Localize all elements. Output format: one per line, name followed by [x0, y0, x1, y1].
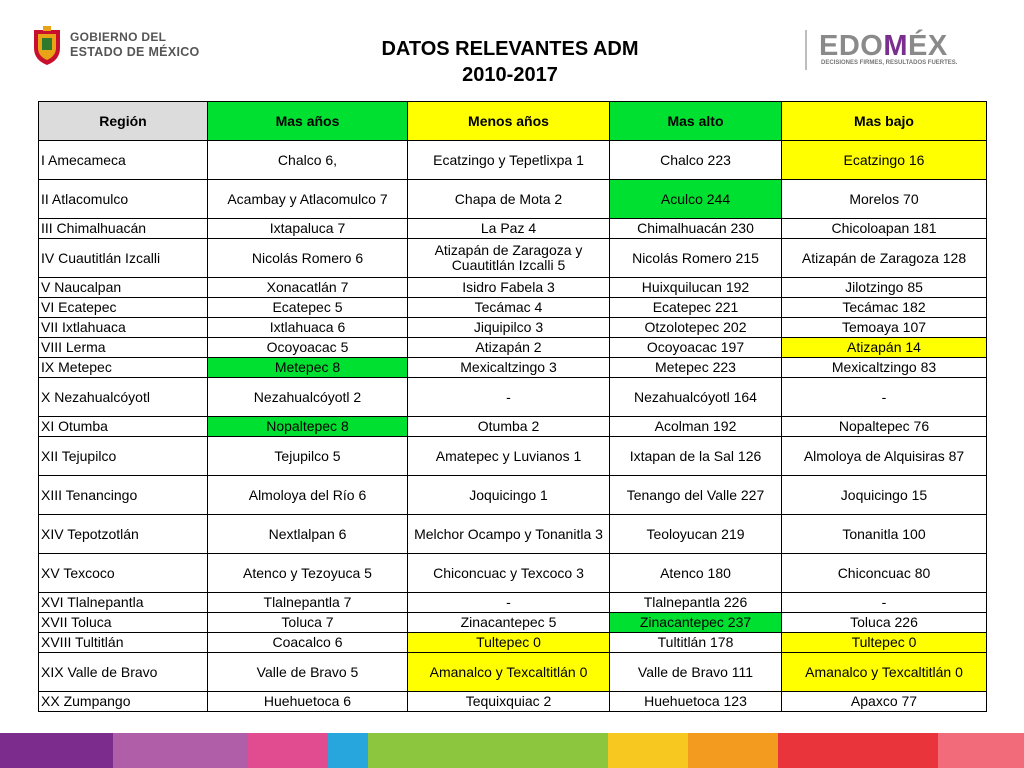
table-cell: -	[408, 378, 610, 417]
table-row	[39, 692, 987, 712]
table-cell: Atizapán 2	[408, 338, 610, 358]
table-row	[39, 141, 987, 180]
region-cell: II Atlacomulco	[39, 180, 208, 219]
header-cell: Región	[39, 102, 208, 141]
table-row	[39, 437, 987, 476]
table-cell: Atizapán de Zaragoza 128	[782, 239, 987, 278]
table-cell: Nopaltepec 8	[208, 417, 408, 437]
table-cell: Metepec 223	[610, 358, 782, 378]
table-row	[39, 476, 987, 515]
table-row	[39, 338, 987, 358]
table-cell: Jiquipilco 3	[408, 318, 610, 338]
table-cell: Toluca 226	[782, 613, 987, 633]
table-cell: Tecámac 4	[408, 298, 610, 318]
table-row	[39, 219, 987, 239]
table-cell: Morelos 70	[782, 180, 987, 219]
gobierno-logo	[30, 22, 210, 68]
table-cell: Tequixquiac 2	[408, 692, 610, 712]
table-cell: Tultepec 0	[782, 633, 987, 653]
table-row	[39, 358, 987, 378]
table-cell: Temoaya 107	[782, 318, 987, 338]
table-cell: Chiconcuac y Texcoco 3	[408, 554, 610, 593]
stripe-segment	[113, 733, 248, 768]
region-cell: IX Metepec	[39, 358, 208, 378]
edomex-logo	[805, 30, 995, 72]
table-cell: Nezahualcóyotl 2	[208, 378, 408, 417]
table-row	[39, 239, 987, 278]
table-cell: Isidro Fabela 3	[408, 278, 610, 298]
table-cell: Tonanitla 100	[782, 515, 987, 554]
table-cell: Huehuetoca 6	[208, 692, 408, 712]
table-cell: Ixtapan de la Sal 126	[610, 437, 782, 476]
table-cell: Ocoyoacac 5	[208, 338, 408, 358]
table-cell: Amanalco y Texcaltitlán 0	[782, 653, 987, 692]
table-cell: Chimalhuacán 230	[610, 219, 782, 239]
table-cell: Coacalco 6	[208, 633, 408, 653]
stripe-segment	[938, 733, 1024, 768]
table-cell: Atizapán de Zaragoza y Cuautitlán Izcalli 5	[408, 239, 610, 278]
table-cell: Nextlalpan 6	[208, 515, 408, 554]
table-row	[39, 278, 987, 298]
gov-line-2: ESTADO DE MÉXICO	[70, 45, 200, 59]
table-row	[39, 318, 987, 338]
table-cell: Chalco 6,	[208, 141, 408, 180]
table-cell: Valle de Bravo 5	[208, 653, 408, 692]
table-row	[39, 613, 987, 633]
stripe-segment	[328, 733, 368, 768]
region-cell: VIII Lerma	[39, 338, 208, 358]
table-cell: Zinacantepec 237	[610, 613, 782, 633]
table-cell: Amanalco y Texcaltitlán 0	[408, 653, 610, 692]
region-cell: VI Ecatepec	[39, 298, 208, 318]
table-cell: Atenco 180	[610, 554, 782, 593]
table-cell: Acambay y Atlacomulco 7	[208, 180, 408, 219]
table-cell: Ixtlahuaca 6	[208, 318, 408, 338]
table-cell: Joquicingo 15	[782, 476, 987, 515]
brand-part-3: ÉX	[908, 30, 948, 62]
table-row	[39, 417, 987, 437]
header-row	[39, 102, 987, 141]
table-cell: Ixtapaluca 7	[208, 219, 408, 239]
table-cell: Aculco 244	[610, 180, 782, 219]
table-cell: Apaxco 77	[782, 692, 987, 712]
stripe-segment	[248, 733, 328, 768]
table-cell: Chiconcuac 80	[782, 554, 987, 593]
title-line-1: DATOS RELEVANTES ADM	[381, 38, 639, 60]
table-cell: Nicolás Romero 6	[208, 239, 408, 278]
table-cell: Tlalnepantla 7	[208, 593, 408, 613]
table-cell: Jilotzingo 85	[782, 278, 987, 298]
header-cell: Mas alto	[610, 102, 782, 141]
table-row	[39, 653, 987, 692]
table-cell: -	[782, 378, 987, 417]
table-cell: Tejupilco 5	[208, 437, 408, 476]
table-cell: Acolman 192	[610, 417, 782, 437]
table-row	[39, 298, 987, 318]
table-cell: La Paz 4	[408, 219, 610, 239]
table-cell: Huixquilucan 192	[610, 278, 782, 298]
table-cell: Tultepec 0	[408, 633, 610, 653]
header-cell: Mas bajo	[782, 102, 987, 141]
header-cell: Menos años	[408, 102, 610, 141]
table-cell: Tecámac 182	[782, 298, 987, 318]
table-row	[39, 554, 987, 593]
table-row	[39, 633, 987, 653]
table-cell: Ecatepec 221	[610, 298, 782, 318]
table-row	[39, 180, 987, 219]
table-cell: Tlalnepantla 226	[610, 593, 782, 613]
region-cell: XII Tejupilco	[39, 437, 208, 476]
coat-of-arms-icon	[30, 24, 64, 66]
table-cell: Ecatzingo y Tepetlixpa 1	[408, 141, 610, 180]
stripe-segment	[608, 733, 688, 768]
region-cell: XVII Toluca	[39, 613, 208, 633]
table-row	[39, 515, 987, 554]
table-cell: Ocoyoacac 197	[610, 338, 782, 358]
table-row	[39, 378, 987, 417]
table-cell: Tultitlán 178	[610, 633, 782, 653]
table-cell: Zinacantepec 5	[408, 613, 610, 633]
table-cell: Otumba 2	[408, 417, 610, 437]
table-cell: Valle de Bravo 111	[610, 653, 782, 692]
table-cell: -	[782, 593, 987, 613]
table-cell: Mexicaltzingo 3	[408, 358, 610, 378]
table-cell: Ecatzingo 16	[782, 141, 987, 180]
table-cell: Nezahualcóyotl 164	[610, 378, 782, 417]
table-cell: Atizapán 14	[782, 338, 987, 358]
region-cell: III Chimalhuacán	[39, 219, 208, 239]
table-cell: Toluca 7	[208, 613, 408, 633]
region-cell: IV Cuautitlán Izcalli	[39, 239, 208, 278]
table-cell: Atenco y Tezoyuca 5	[208, 554, 408, 593]
region-cell: XIX Valle de Bravo	[39, 653, 208, 692]
stripe-segment	[0, 733, 113, 768]
region-cell: XX Zumpango	[39, 692, 208, 712]
table-cell: Nopaltepec 76	[782, 417, 987, 437]
table-cell: Almoloya de Alquisiras 87	[782, 437, 987, 476]
gov-line-1: GOBIERNO DEL	[70, 30, 167, 44]
region-cell: XI Otumba	[39, 417, 208, 437]
region-cell: V Naucalpan	[39, 278, 208, 298]
region-cell: XVI Tlalnepantla	[39, 593, 208, 613]
table-cell: Chapa de Mota 2	[408, 180, 610, 219]
color-stripe-footer	[0, 733, 1024, 768]
table-cell: Joquicingo 1	[408, 476, 610, 515]
region-cell: VII Ixtlahuaca	[39, 318, 208, 338]
brand-part-1: EDO	[819, 30, 884, 62]
table-cell: Mexicaltzingo 83	[782, 358, 987, 378]
table-cell: Chicoloapan 181	[782, 219, 987, 239]
brand-part-2: M	[883, 30, 909, 62]
stripe-segment	[778, 733, 938, 768]
table-body	[39, 141, 987, 712]
table-cell: Melchor Ocampo y Tonanitla 3	[408, 515, 610, 554]
table-cell: Metepec 8	[208, 358, 408, 378]
table-cell: Huehuetoca 123	[610, 692, 782, 712]
table-cell: Ecatepec 5	[208, 298, 408, 318]
header-cell: Mas años	[208, 102, 408, 141]
region-cell: XV Texcoco	[39, 554, 208, 593]
region-cell: XIV Tepotzotlán	[39, 515, 208, 554]
table-cell: Amatepec y Luvianos 1	[408, 437, 610, 476]
stripe-segment	[368, 733, 608, 768]
data-table	[38, 101, 987, 712]
region-cell: XVIII Tultitlán	[39, 633, 208, 653]
stripe-segment	[688, 733, 778, 768]
table-cell: Teoloyucan 219	[610, 515, 782, 554]
page-title	[330, 36, 690, 88]
brand-slogan: DECISIONES FIRMES, RESULTADOS FUERTES.	[821, 60, 958, 66]
table-cell: Otzolotepec 202	[610, 318, 782, 338]
region-cell: X Nezahualcóyotl	[39, 378, 208, 417]
brand-wordmark	[819, 30, 948, 62]
title-line-2: 2010-2017	[462, 64, 558, 86]
region-cell: XIII Tenancingo	[39, 476, 208, 515]
logo-divider	[805, 30, 807, 70]
table-cell: Tenango del Valle 227	[610, 476, 782, 515]
table-cell: Nicolás Romero 215	[610, 239, 782, 278]
table-row	[39, 593, 987, 613]
table-cell: Almoloya del Río 6	[208, 476, 408, 515]
table-cell: Xonacatlán 7	[208, 278, 408, 298]
table-cell: Chalco 223	[610, 141, 782, 180]
region-cell: I Amecameca	[39, 141, 208, 180]
table-cell: -	[408, 593, 610, 613]
